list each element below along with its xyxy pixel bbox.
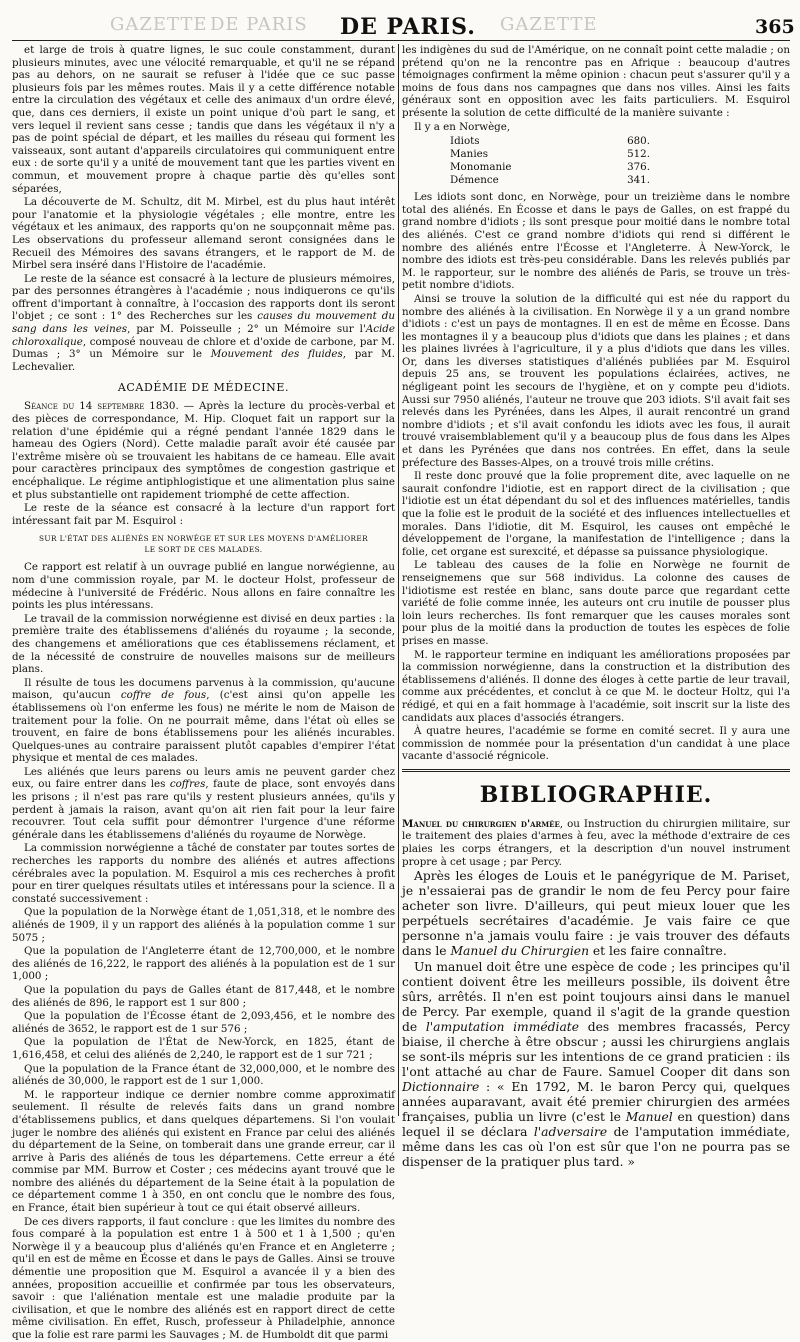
paragraph: Ce rapport est relatif à un ouvrage publié en langue norwégienne, au nom d'une commission royale, par M. le docteur Holst, professeur de médecine à l'université de Frédéric. Nous allons en faire connaître les points les plus intéressans. (12, 561, 395, 612)
bibliographie-title: BIBLIOGRAPHIE. (479, 781, 713, 808)
paragraph: La découverte de M. Schultz, dit M. Mirbel, est du plus haut intérêt pour l'anatomie et la physiologie végétales ; elle montre, entre les végétaux et les animaux, des rapports qu'on ne soupçonnait même pas. Les observations du professeur allemand seront consignées dans le Recueil des Mémoires des savans étrangers, et le rapport de M. de Mirbel sera inséré dans l'Histoire de l'académie. (12, 196, 395, 272)
left-column (12, 44, 395, 1341)
paragraph: Le travail de la commission norwégienne est divisé en deux parties : la première traite des établissemens d'aliénés du royaume ; la seconde, des changemens et améliorations que ces établissemens réclament, et de la nécessité de construire de nouvelles maisons sur de meilleurs plans. (12, 612, 395, 676)
table-row (450, 174, 650, 187)
table-row (450, 148, 650, 161)
section-divider (402, 769, 790, 772)
table-value: 680. (627, 135, 650, 148)
paragraph: M. le rapporteur termine en indiquant les améliorations proposées par la commission norwégienne, dans la construction et la distribution des établissemens d'aliénés. Il donne des éloges à cette partie de leur travail, comme aux précédentes, et conclut à ce que M. le docteur Holtz, qui l'a rédigé, et qui en a fait hommage à l'académie, soit inscrit sur la liste des candidats aux places d'associés étrangers. (402, 648, 790, 724)
table-row (450, 135, 650, 148)
page-number: 365 (755, 16, 795, 38)
paragraph: Que la population de l'Angleterre étant de 12,700,000, et le nombre des aliénés de 16,222, le rapport des aliénés à la population est de 1 sur 1,000 ; (12, 945, 395, 983)
table-row (450, 161, 650, 174)
header-rule (12, 40, 790, 41)
subheading: SUR L'ÉTAT DES ALIÉNÉS EN NORWÈGE ET SUR LES MOYENS D'AMÉLIORER LE SORT DE CES MALADES. (39, 534, 368, 555)
paragraph: À quatre heures, l'académie se forme en comité secret. Il y aura une commission de nommée pour la présentation d'un candidat à une place vacante d'associé régnicole. (402, 725, 790, 763)
paragraph: et large de trois à quatre lignes, le suc coule constamment, durant plusieurs minutes, avec une vélocité remarquable, et qu'il ne se répand pas au dehors, on ne saurait se refuser à l'idée que ce suc passe plusieurs fois par les mêmes routes. Mais il y a cette différence notable entre la circulation des végétaux et celle des animaux d'un ordre élevé, que, dans ces derniers, il existe un point unique d'où part le sang, et vers lequel il revient sans cesse ; tandis que dans les végétaux il n'y a pas de point spécial de départ, et les mailles du réseau qui forment les vaisseaux, sont autant d'appareils circulatoires qui communiquent entre eux : de sorte qu'il y a unité de mouvement tant que les parties vivent en commun, et mouvement propre à chaque partie dès qu'elles sont séparées, (12, 44, 395, 195)
section-title-academie: ACADÉMIE DE MÉDECINE. (117, 381, 290, 395)
paragraph: Les aliénés que leurs parens ou leurs amis ne peuvent garder chez eux, ou faire entrer dans les coffres, faute de place, sont envoyés dans les prisons ; il n'est pas rare qu'ils y restent plusieurs années, qu'ils y perdent à jamais la raison, avant qu'on ait rien fait pour la leur faire recouvrer. Tout cela suffit pour démontrer l'urgence d'une réforme générale dans les établissemens d'aliénés du royaume de Norwège. (12, 765, 395, 841)
paragraph: La commission norwégienne a tâché de constater par toutes sortes de recherches les rapports du nombre des aliénés et autres affections cérébrales avec la population. M. Esquirol a mis ces recherches à profit pour en tirer quelques résultats utiles et intéressans pour la science. Il a constaté successivement : (12, 842, 395, 905)
table-value: 341. (627, 174, 650, 187)
masthead-ghost-left: GAZETTE (110, 14, 208, 35)
column-divider (398, 44, 399, 1116)
masthead-ghost-left-2: DE PARIS (210, 14, 308, 35)
paragraph: Que la population de la France étant de 32,000,000, et le nombre des aliénés de 30,000, le rapport est de 1 sur 1,000. (12, 1062, 395, 1088)
paragraph: Le reste de la séance est consacré à la lecture d'un rapport fort intéressant fait par M. Esquirol : (12, 502, 395, 527)
table-label: Démence (450, 174, 499, 187)
paragraph: Les idiots sont donc, en Norwège, pour un treizième dans le nombre total des aliénés. En Écosse et dans le pays de Galles, on est frappé du grand nombre d'idiots ; ils sont presque pour moitié dans le nombre total des aliénés. C'est ce grand nombre d'idiots qui rend si différent le nombre des aliénés entre l'Écosse et l'Angleterre. À New-Yorck, le nombre des idiots est très-peu considérable. Dans les relevés publiés par M. le rapporteur, sur le nombre des aliénés de Paris, se trouve un très-petit nombre d'idiots. (402, 191, 790, 292)
statistics-table (450, 135, 790, 187)
right-column (402, 44, 790, 1170)
table-value: 376. (627, 161, 650, 174)
paragraph: Que la population de l'État de New-Yorck, en 1825, étant de 1,616,458, et celui des aliénés de 2,240, le rapport est de 1 sur 721 ; (12, 1036, 395, 1061)
masthead (0, 0, 800, 40)
paragraph: Que la population de l'Écosse étant de 2,093,456, et le nombre des aliénés de 3652, le rapport est de 1 sur 576 ; (12, 1010, 395, 1035)
paragraph: De ces divers rapports, il faut conclure : que les limites du nombre des fous comparé à la population est entre 1 à 500 et 1 à 1,500 ; qu'en Norwège il y a beaucoup plus d'aliénés qu'en France et en Angleterre ; qu'il en est de même en Écosse et dans le pays de Galles. Ainsi se trouve démentie une proposition que M. Esquirol a avancée il y a bien des années, proposition accueillie et confirmée par tous les observateurs, savoir : que l'aliénation mentale est une maladie produite par la civilisation, et que le nombre des aliénés est en rapport direct de cette même civilisation. En effet, Rusch, professeur à Philadelphie, annonce que la folie est rare parmi les Sauvages ; M. de Humboldt dit que parmi (12, 1215, 395, 1341)
paragraph: Le reste de la séance est consacré à la lecture de plusieurs mémoires, par des personnes étrangères à l'académie ; nous indiquerons ce qu'ils offrent d'important à connaître, à l'occasion des rapports dont ils seront l'objet ; ce sont : 1° des Recherches sur les causes du mouvement du sang dans les veines, par M. Poisseulle ; 2° un Mémoire sur l'Acide chloroxalique, composé nouveau de chlore et d'oxide de carbone, par M. Dumas ; 3° un Mémoire sur le Mouvement des fluides, par M. Lechevalier. (12, 272, 395, 373)
paragraph: Que la population du pays de Galles étant de 817,448, et le nombre des aliénés de 896, le rapport est 1 sur 800 ; (12, 983, 395, 1009)
paragraph: Il reste donc prouvé que la folie proprement dite, avec laquelle on ne saurait confondre l'idiotie, est en rapport direct de la civilisation ; que l'idiotie est un état dépendant du sol et des influences matérielles, tandis que la folie est le produit de la société et des influences intellectuelles et morales. Dans l'idiotie, dit M. Esquirol, les causes ont empêché le développement de l'organe, la manifestation de l'intelligence ; dans la folie, cet organe est surexcité, et dépasse sa puissance physiologique. (402, 470, 790, 558)
paragraph: M. le rapporteur indique ce dernier nombre comme approximatif seulement. Il résulte de relevés faits dans un grand nombre d'établissemens publics, et dans quelques départemens. Si l'on voulait juger le nombre des aliénés qui existent en France par celui des aliénés du département de la Seine, on tomberait dans une grande erreur, car il arrive à Paris des aliénés de tous les départemens. Cette erreur a été commise par MM. Burrow et Coster ; ces médecins ayant trouvé que le nombre des aliénés du département de la Seine était à la population de ce département comme 1 à 350, en ont conclu que le nombre des fous, en France, était bien supérieur à tout ce qui était observé ailleurs. (12, 1088, 395, 1215)
paragraph: les indigènes du sud de l'Amérique, on ne connaît point cette maladie ; on prétend qu'on ne la rencontre pas en Afrique : beaucoup d'autres témoignages confirment la même opinion : chacun peut s'assurer qu'il y a moins de fous dans nos campagnes que dans nos villes. Ainsi les faits généraux sont en opposition avec les faits particuliers. M. Esquirol présente la solution de cette difficulté de la manière suivante : (402, 44, 790, 119)
paragraph: Que la population de la Norwège étant de 1,051,318, et le nombre des aliénés de 1909, il y un rapport des aliénés à la population comme 1 sur 5075 ; (12, 906, 395, 944)
paragraph: Ainsi se trouve la solution de la difficulté qui est née du rapport du nombre des aliénés à la civilisation. En Norwège il y a un grand nombre d'idiots : c'est un pays de montagnes. Il en est de même en Écosse. Dans les montagnes il y a beaucoup plus d'idiots que dans les plaines ; et dans les plaines livrées à l'agriculture, il y a plus d'idiots que dans les villes. Or, dans les diverses statistiques d'aliénés publiées par M. Esquirol depuis 25 ans, se trouvent les populations éclairées, actives, ne négligeant point les secours de l'hygiène, et on y compte peu d'idiots. Aussi sur 7950 aliénés, l'auteur ne trouve que 203 idiots. S'il avait fait ses relevés dans les Pyrénées, dans les Alpes, il aurait rencontré un grand nombre d'idiots ; et s'il avait confondu les idiots avec les fous, il aurait trouvé vraisemblablement qu'il y a beaucoup plus de fous dans les Alpes et dans les Pyrénées que dans nos contrées. En effet, dans la seule préfecture des Basses-Alpes, on a trouvé trois mille crétins. (402, 292, 790, 469)
book-title: Manuel du chirurgien d'armée, ou Instruction du chirurgien militaire, sur le traitement des plaies d'armes à feu, avec la méthode d'extraire de ces plaies les corps étrangers, et la description d'un nouvel instrument propre à cet usage ; par Percy. (402, 817, 790, 868)
table-label: Monomanie (450, 161, 512, 174)
masthead-title: DE PARIS. (340, 14, 476, 40)
paragraph: Séance du 14 septembre 1830. — Après la lecture du procès-verbal et des pièces de correspondance, M. Hip. Cloquet fait un rapport sur la relation d'une épidémie qui a régné pendant l'année 1829 dans le hameau des Ogiers (Nord). Cette maladie paraît avoir été causée par l'extrême misère où se trouvaient les habitans de ce hameau. Elle avait pour caractères principaux des symptômes de congestion gastrique et encéphalique. Le régime antiphlogistique et une alimentation plus saine et plus substantielle ont rapidement triomphé de cette affection. (12, 400, 395, 501)
paragraph: Un manuel doit être une espèce de code ; les principes qu'il contient doivent être les meilleurs possible, ils doivent être sûrs, arrêtés. Il n'en est point toujours ainsi dans le manuel de Percy. Par exemple, quand il s'agit de la grande question de l'amputation immédiate des membres fracassés, Percy biaise, il cherche à être obscur ; aussi les chirurgiens anglais se sont-ils mépris sur les intentions de ce grand praticien : ils l'ont attaché au char de Faure. Samuel Cooper dit dans son Dictionnaire : « En 1792, M. le baron Percy qui, quelques années auparavant, avait été premier chirurgien des armées françaises, publia un livre (c'est le Manuel en question) dans lequel il se déclara l'adversaire de l'amputation immédiate, même dans les cas où l'on est sûr que l'on ne pourra pas se dispenser de la pratiquer plus tard. » (402, 960, 790, 1170)
review-body (402, 869, 790, 1170)
paragraph: Il y a en Norwège, (414, 120, 511, 133)
paragraph: Il résulte de tous les documens parvenus à la commission, qu'aucune maison, qu'aucun coffre de fous, (c'est ainsi qu'on appelle les établissemens où l'on enferme les fous) ne mérite le nom de Maison de traitement pour la folie. On ne pourrait même, dans l'état où elles se trouvent, en faire de bons établissemens pour les aliénés incurables. Quelques-unes au contraire paraissent plutôt capables d'empirer l'état physique et mental de ces malades. (12, 676, 395, 765)
paragraph: Après les éloges de Louis et le panégyrique de M. Pariset, je n'essaierai pas de grandir le nom de feu Percy pour faire acheter son livre. D'ailleurs, qui peut mieux louer que les perpétuels secrétaires d'académie. Je vais faire ce que personne n'a jamais voulu faire : je vais trouver des défauts dans le Manuel du Chirurgien et les faire connaître. (402, 869, 790, 959)
paragraph: Le tableau des causes de la folie en Norwège ne fournit de renseignemens que sur 568 individus. La colonne des causes de l'idiotisme est restée en blanc, sans doute parce que regardant cette variété de folie comme innée, les auteurs ont cru inutile de pousser plus loin leurs recherches. Ils font remarquer que les causes morales sont pour plus de la moitié dans la production de toutes les espèces de folie prises en masse. (402, 559, 790, 647)
table-label: Idiots (450, 135, 480, 148)
table-label: Manies (450, 148, 488, 161)
table-value: 512. (627, 148, 650, 161)
masthead-ghost-right: GAZETTE (500, 14, 598, 35)
